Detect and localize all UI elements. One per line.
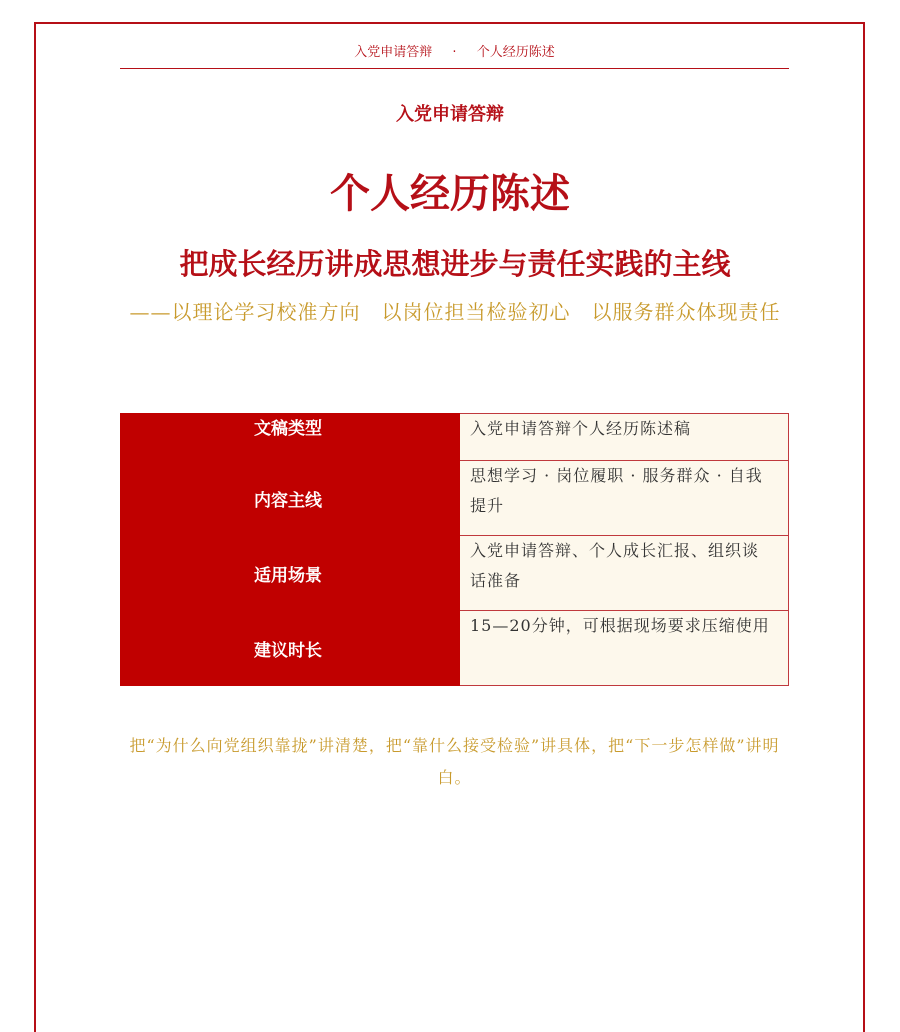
header-separator: · xyxy=(452,45,457,60)
row-label: 适用场景 xyxy=(121,536,460,611)
tagline: ——以理论学习校准方向 以岗位担当检验初心 以服务群众体现责任 xyxy=(129,300,781,324)
row-value: 入党申请答辩个人经历陈述稿 xyxy=(460,414,789,461)
table-row xyxy=(121,536,789,611)
table-row xyxy=(121,414,789,461)
running-header xyxy=(120,42,789,69)
header-right: 个人经历陈述 xyxy=(476,45,555,60)
info-table xyxy=(120,413,789,686)
row-label: 建议时长 xyxy=(121,611,460,686)
page-title: 个人经历陈述 xyxy=(330,171,570,217)
kicker-label: 入党申请答辩 xyxy=(396,104,504,125)
header-left: 入党申请答辩 xyxy=(354,45,433,60)
row-label: 内容主线 xyxy=(121,461,460,536)
row-value: 思想学习 · 岗位履职 · 服务群众 · 自我提升 xyxy=(460,461,789,536)
closing-statement: 把“为什么向党组织靠拢”讲清楚，把“靠什么接受检验”讲具体，把“下一步怎样做”讲明白。 xyxy=(129,736,780,787)
row-value: 入党申请答辩、个人成长汇报、组织谈话准备 xyxy=(460,536,789,611)
table-row xyxy=(121,461,789,536)
row-value: 15—20分钟，可根据现场要求压缩使用 xyxy=(460,611,789,686)
table-row xyxy=(121,611,789,686)
page-subtitle: 把成长经历讲成思想进步与责任实践的主线 xyxy=(179,247,731,281)
row-label: 文稿类型 xyxy=(121,414,460,461)
